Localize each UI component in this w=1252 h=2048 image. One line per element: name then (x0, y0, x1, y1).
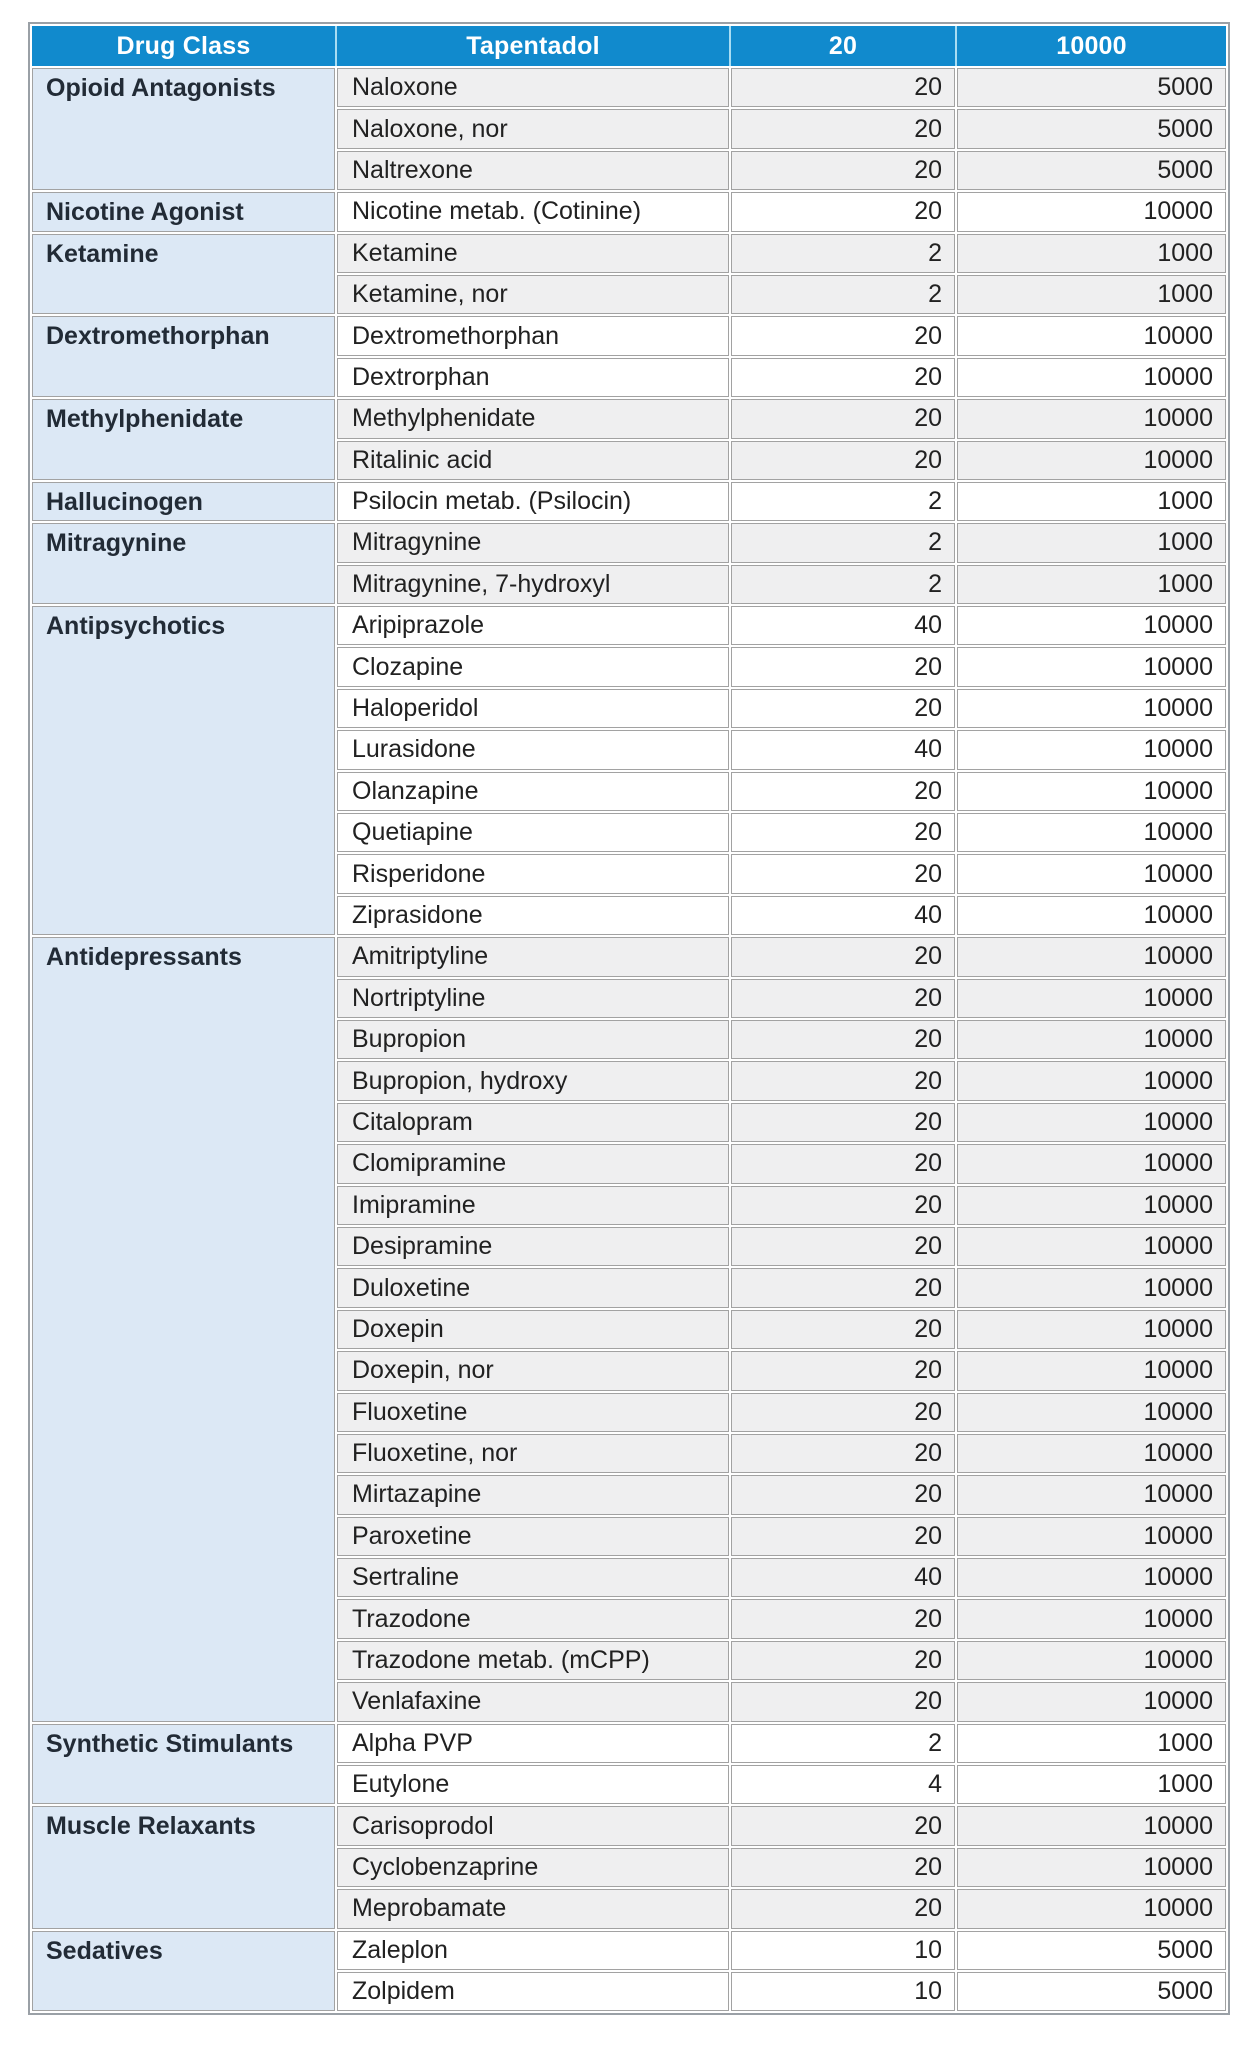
value-cell: 20 (731, 1020, 955, 1059)
value-cell: 10000 (957, 647, 1226, 686)
value-cell: 10000 (957, 316, 1226, 355)
drug-class-cell: Hallucinogen (32, 482, 335, 521)
analyte-cell: Carisoprodol (337, 1806, 729, 1845)
value-cell: 10000 (957, 1144, 1226, 1183)
value-cell: 10000 (957, 1599, 1226, 1638)
value-cell: 10000 (957, 358, 1226, 397)
value-cell: 2 (731, 275, 955, 314)
value-cell: 20 (731, 647, 955, 686)
value-cell: 20 (731, 1103, 955, 1142)
value-cell: 5000 (957, 151, 1226, 190)
value-cell: 10000 (957, 854, 1226, 893)
analyte-cell: Mitragynine (337, 523, 729, 562)
analyte-cell: Ritalinic acid (337, 441, 729, 480)
value-cell: 5000 (957, 1931, 1226, 1970)
value-cell: 20 (731, 109, 955, 148)
analyte-cell: Alpha PVP (337, 1724, 729, 1763)
value-cell: 20 (731, 1848, 955, 1887)
value-cell: 10000 (957, 1848, 1226, 1887)
value-cell: 20 (731, 1268, 955, 1307)
value-cell: 20 (731, 1144, 955, 1183)
analyte-cell: Risperidone (337, 854, 729, 893)
drug-class-cell: Sedatives (32, 1931, 335, 2012)
drug-class-cell: Methylphenidate (32, 399, 335, 480)
value-cell: 10000 (957, 1186, 1226, 1225)
analyte-cell: Zaleplon (337, 1931, 729, 1970)
analyte-cell: Cyclobenzaprine (337, 1848, 729, 1887)
value-cell: 1000 (957, 275, 1226, 314)
value-cell: 10000 (957, 1682, 1226, 1721)
value-cell: 10000 (957, 192, 1226, 231)
value-cell: 20 (731, 358, 955, 397)
analyte-cell: Fluoxetine, nor (337, 1434, 729, 1473)
analyte-cell: Naloxone (337, 68, 729, 107)
value-cell: 20 (731, 68, 955, 107)
analyte-cell: Aripiprazole (337, 606, 729, 645)
value-cell: 10000 (957, 1434, 1226, 1473)
value-cell: 10000 (957, 1061, 1226, 1100)
value-cell: 10000 (957, 1103, 1226, 1142)
analyte-cell: Venlafaxine (337, 1682, 729, 1721)
analyte-cell: Duloxetine (337, 1268, 729, 1307)
value-cell: 40 (731, 1558, 955, 1597)
analyte-cell: Olanzapine (337, 772, 729, 811)
value-cell: 10 (731, 1931, 955, 1970)
value-cell: 10000 (957, 979, 1226, 1018)
value-cell: 10000 (957, 813, 1226, 852)
value-cell: 20 (731, 772, 955, 811)
analyte-cell: Meprobamate (337, 1889, 729, 1928)
table-header-row (32, 26, 1226, 66)
value-cell: 10000 (957, 730, 1226, 769)
analyte-cell: Desipramine (337, 1227, 729, 1266)
value-cell: 20 (731, 1061, 955, 1100)
analyte-cell: Ziprasidone (337, 896, 729, 935)
value-cell: 40 (731, 896, 955, 935)
analyte-cell: Doxepin, nor (337, 1351, 729, 1390)
value-cell: 10000 (957, 441, 1226, 480)
header-cell-20: 20 (731, 26, 955, 66)
value-cell: 1000 (957, 1765, 1226, 1804)
table-grid (32, 26, 1226, 2011)
analyte-cell: Naloxone, nor (337, 109, 729, 148)
analyte-cell: Dextrorphan (337, 358, 729, 397)
header-cell-10000: 10000 (957, 26, 1226, 66)
value-cell: 20 (731, 1682, 955, 1721)
value-cell: 5000 (957, 109, 1226, 148)
value-cell: 10000 (957, 1393, 1226, 1432)
value-cell: 10000 (957, 1310, 1226, 1349)
value-cell: 10000 (957, 1558, 1226, 1597)
analyte-cell: Ketamine, nor (337, 275, 729, 314)
analyte-cell: Citalopram (337, 1103, 729, 1142)
analyte-cell: Naltrexone (337, 151, 729, 190)
value-cell: 2 (731, 1724, 955, 1763)
value-cell: 10000 (957, 1475, 1226, 1514)
value-cell: 20 (731, 937, 955, 976)
value-cell: 1000 (957, 482, 1226, 521)
analyte-cell: Clozapine (337, 647, 729, 686)
header-cell-drug-class: Drug Class (32, 26, 335, 66)
value-cell: 20 (731, 854, 955, 893)
analyte-cell: Zolpidem (337, 1972, 729, 2011)
value-cell: 10000 (957, 896, 1226, 935)
value-cell: 20 (731, 1475, 955, 1514)
value-cell: 10000 (957, 1268, 1226, 1307)
analyte-cell: Clomipramine (337, 1144, 729, 1183)
analyte-cell: Eutylone (337, 1765, 729, 1804)
value-cell: 20 (731, 1641, 955, 1680)
value-cell: 20 (731, 151, 955, 190)
analyte-cell: Trazodone metab. (mCPP) (337, 1641, 729, 1680)
drug-class-cell: Mitragynine (32, 523, 335, 604)
value-cell: 40 (731, 606, 955, 645)
drug-class-cell: Muscle Relaxants (32, 1806, 335, 1928)
value-cell: 5000 (957, 1972, 1226, 2011)
analyte-cell: Sertraline (337, 1558, 729, 1597)
value-cell: 20 (731, 399, 955, 438)
value-cell: 4 (731, 1765, 955, 1804)
value-cell: 10000 (957, 1889, 1226, 1928)
value-cell: 40 (731, 730, 955, 769)
analyte-cell: Psilocin metab. (Psilocin) (337, 482, 729, 521)
analyte-cell: Paroxetine (337, 1517, 729, 1556)
header-cell-tapentadol: Tapentadol (337, 26, 729, 66)
analyte-cell: Nortriptyline (337, 979, 729, 1018)
analyte-cell: Fluoxetine (337, 1393, 729, 1432)
value-cell: 20 (731, 813, 955, 852)
drug-class-cell: Antidepressants (32, 937, 335, 1721)
analyte-cell: Mitragynine, 7-hydroxyl (337, 565, 729, 604)
value-cell: 2 (731, 234, 955, 273)
drug-class-cell: Ketamine (32, 234, 335, 315)
value-cell: 20 (731, 1227, 955, 1266)
value-cell: 20 (731, 1517, 955, 1556)
analyte-cell: Ketamine (337, 234, 729, 273)
drug-class-cell: Opioid Antagonists (32, 68, 335, 190)
value-cell: 10000 (957, 1351, 1226, 1390)
analyte-cell: Nicotine metab. (Cotinine) (337, 192, 729, 231)
value-cell: 10000 (957, 1517, 1226, 1556)
analyte-cell: Amitriptyline (337, 937, 729, 976)
value-cell: 10000 (957, 1227, 1226, 1266)
drug-panel-table (28, 22, 1230, 2015)
analyte-cell: Lurasidone (337, 730, 729, 769)
value-cell: 10000 (957, 772, 1226, 811)
drug-class-cell: Synthetic Stimulants (32, 1724, 335, 1805)
analyte-cell: Bupropion, hydroxy (337, 1061, 729, 1100)
value-cell: 20 (731, 1351, 955, 1390)
value-cell: 2 (731, 523, 955, 562)
value-cell: 20 (731, 1434, 955, 1473)
analyte-cell: Dextromethorphan (337, 316, 729, 355)
value-cell: 20 (731, 1806, 955, 1845)
drug-class-cell: Antipsychotics (32, 606, 335, 935)
value-cell: 20 (731, 1310, 955, 1349)
analyte-cell: Methylphenidate (337, 399, 729, 438)
analyte-cell: Mirtazapine (337, 1475, 729, 1514)
value-cell: 10000 (957, 689, 1226, 728)
value-cell: 20 (731, 689, 955, 728)
value-cell: 2 (731, 482, 955, 521)
analyte-cell: Bupropion (337, 1020, 729, 1059)
value-cell: 1000 (957, 523, 1226, 562)
value-cell: 10000 (957, 606, 1226, 645)
value-cell: 20 (731, 1393, 955, 1432)
value-cell: 5000 (957, 68, 1226, 107)
analyte-cell: Trazodone (337, 1599, 729, 1638)
value-cell: 20 (731, 192, 955, 231)
analyte-cell: Quetiapine (337, 813, 729, 852)
analyte-cell: Doxepin (337, 1310, 729, 1349)
value-cell: 10000 (957, 937, 1226, 976)
value-cell: 20 (731, 316, 955, 355)
value-cell: 10000 (957, 1020, 1226, 1059)
drug-class-cell: Dextromethorphan (32, 316, 335, 397)
drug-class-cell: Nicotine Agonist (32, 192, 335, 231)
value-cell: 2 (731, 565, 955, 604)
value-cell: 10 (731, 1972, 955, 2011)
value-cell: 20 (731, 441, 955, 480)
value-cell: 1000 (957, 234, 1226, 273)
value-cell: 10000 (957, 1641, 1226, 1680)
value-cell: 1000 (957, 1724, 1226, 1763)
value-cell: 10000 (957, 1806, 1226, 1845)
value-cell: 20 (731, 1599, 955, 1638)
value-cell: 20 (731, 979, 955, 1018)
value-cell: 20 (731, 1889, 955, 1928)
analyte-cell: Imipramine (337, 1186, 729, 1225)
value-cell: 20 (731, 1186, 955, 1225)
value-cell: 1000 (957, 565, 1226, 604)
value-cell: 10000 (957, 399, 1226, 438)
analyte-cell: Haloperidol (337, 689, 729, 728)
